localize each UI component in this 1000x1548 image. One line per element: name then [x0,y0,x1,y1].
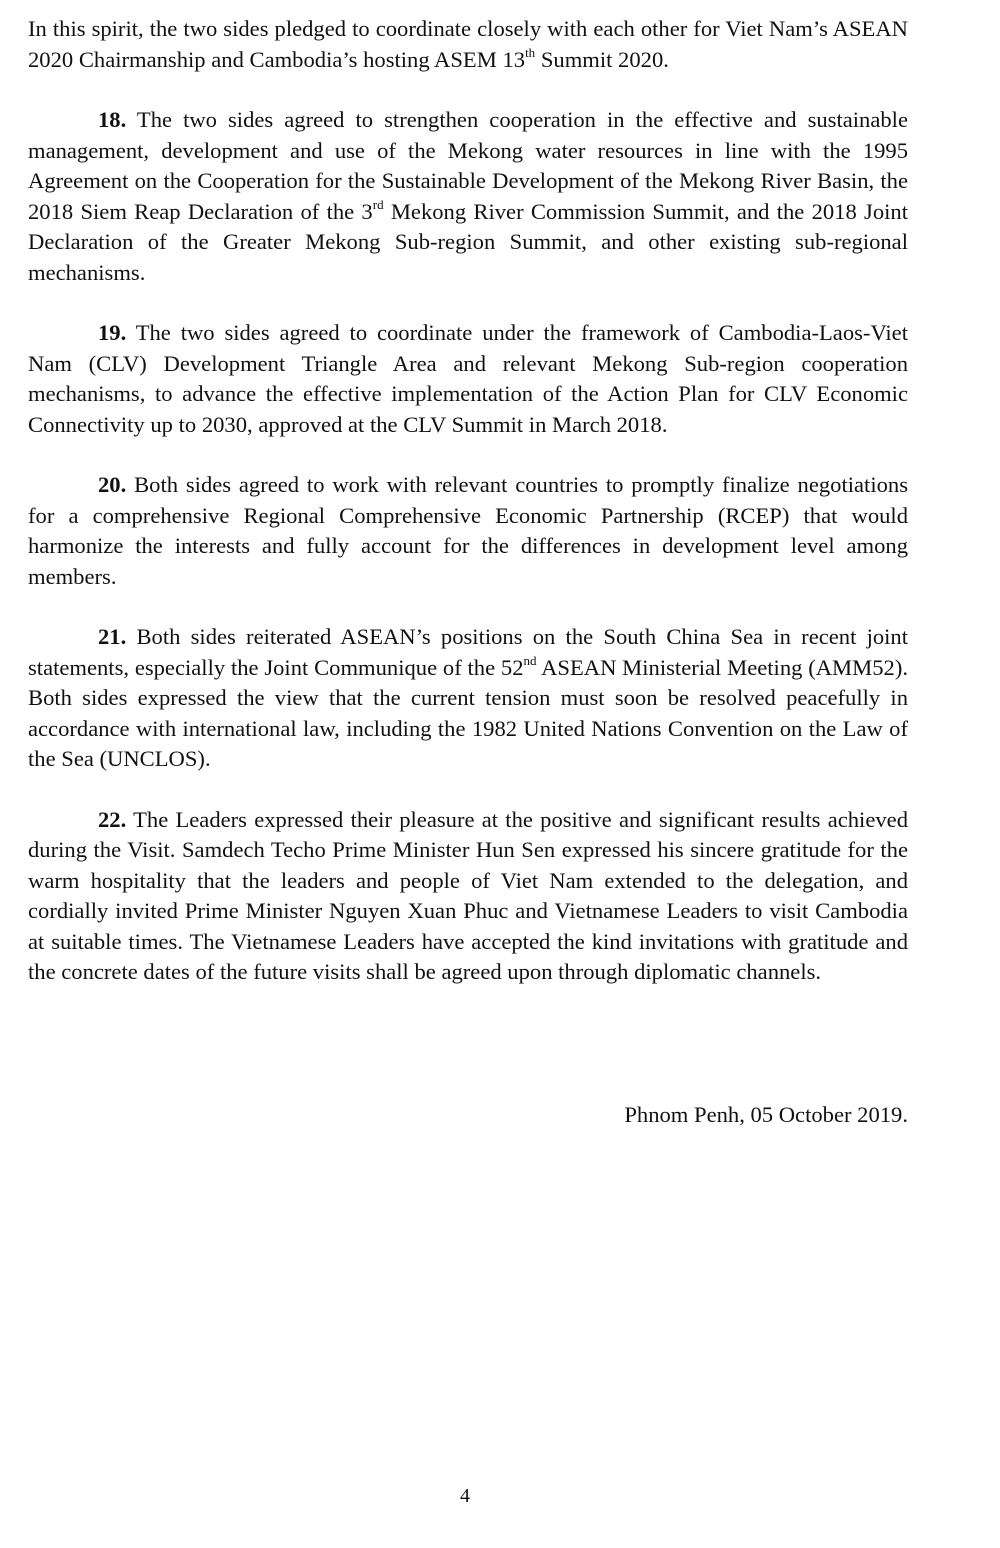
paragraph-number: 20. [98,472,127,497]
superscript: th [525,44,536,60]
paragraph-18 [28,105,908,288]
document-body [28,14,908,1018]
paragraph-number: 22. [98,806,127,832]
paragraph-text: Mekong River Commission Summit, and the 2018 Joint Declaration of the Greater Mekong Sub-region Summit, and other existing sub-regional mechanisms. [28,198,908,285]
paragraph-intro [28,14,908,75]
paragraph-19 [28,318,908,440]
paragraph-number: 21. [98,624,127,649]
paragraph-text: Summit 2020. [535,46,669,72]
superscript: rd [372,196,384,212]
paragraph-text: The two sides agreed to strengthen cooperation in the effective and sustainable management, development and use of the Mekong water resources in line with the 1995 Agreement on the Cooperation for the Sustainable Development of the Mekong River Basin, the 2018 Siem Reap Declaration of the 3 [28,107,908,224]
paragraph-text: The two sides agreed to coordinate under the framework of Cambodia-Laos-Viet Nam (CLV) Development Triangle Area and relevant Mekong Sub-region cooperation mechanisms, to advance the effective implementation of the Action Plan for CLV Economic Connectivity up to 2030, approved at the CLV Summit in March 2018. [28,320,908,437]
page-number: 4 [460,1485,470,1507]
superscript: nd [523,652,537,668]
place-and-date: Phnom Penh, 05 October 2019. [624,1102,908,1127]
paragraph-text: ASEAN Ministerial Meeting (AMM52). Both sides expressed the view that the current tension must soon be resolved peacefully in accordance with international law, including the 1982 United Nations Convention on the Law of the Sea (UNCLOS). [28,654,909,771]
paragraph-text: Both sides agreed to work with relevant countries to promptly finalize negotiations for a comprehensive Regional Comprehensive Economic Partnership (RCEP) that would harmonize the interests and fully account for the differences in development level among members. [28,472,908,589]
paragraph-21 [28,622,908,775]
paragraph-text: The Leaders expressed their pleasure at the positive and significant results achieved during the Visit. Samdech Techo Prime Minister Hun Sen expressed his sincere gratitude for the warm hospitality that the leaders and people of Viet Nam extended to the delegation, and cordially invited Prime Minister Nguyen Xuan Phuc and Vietnamese Leaders to visit Cambodia at suitable times. The Vietnamese Leaders have accepted the kind invitations with gratitude and the concrete dates of the future visits shall be agreed upon through diplomatic channels. [28,806,908,984]
paragraph-text: Both sides reiterated ASEAN’s positions on the South China Sea in recent joint statements, especially the Joint Communique of the 52 [28,624,908,680]
paragraph-20 [28,470,908,592]
paragraph-text: In this spirit, the two sides pledged to coordinate closely with each other for Viet Nam’s ASEAN 2020 Chairmanship and Cambodia’s hosting ASEM 13 [28,16,908,72]
paragraph-22 [28,805,908,988]
paragraph-number: 19. [98,320,127,345]
paragraph-number: 18. [98,107,127,132]
